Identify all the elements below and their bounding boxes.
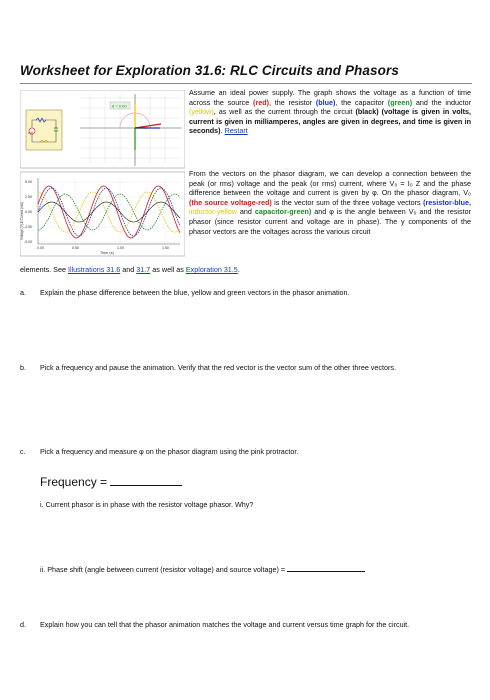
blue-label: (blue)	[315, 97, 336, 107]
x-tick: 0.50	[72, 246, 79, 250]
question-letter: a.	[20, 288, 26, 297]
worksheet-title: Worksheet for Exploration 31.6: RLC Circuits and Phasors	[20, 63, 399, 78]
x-tick: 1.00	[117, 246, 124, 250]
y-tick: 5.00	[25, 180, 32, 184]
source-label: v(t)	[28, 131, 34, 135]
exploration-31-5-link[interactable]: Exploration 31.5	[185, 265, 238, 274]
question-letter: c.	[20, 447, 26, 456]
resistor-label: (resistor-blue,	[423, 197, 472, 207]
question-letter: b.	[20, 363, 26, 372]
source-voltage-label: (the source voltage-red)	[189, 197, 272, 207]
phasor-text: From the vectors on the phasor diagram, we can develop a connection between the peak (or rms) voltage and the peak (or rms) current, where V₀ = I₀ Z and the phase difference between the voltage and current is given by φ. On the phasor diagram, V₀	[189, 169, 471, 198]
x-tick: 0.00	[37, 246, 44, 250]
y-tick: -2.50	[24, 225, 33, 229]
red-label: (red)	[253, 97, 269, 107]
question-text: Explain how you can tell that the phasor animation matches the voltage and current versus time graph for the circuit.	[40, 620, 410, 629]
simulation-figure	[20, 90, 185, 260]
inductor-label: inductor-yellow	[189, 207, 237, 217]
yellow-label: (yellow)	[189, 107, 214, 117]
question-text: Pick a frequency and measure φ on the phasor diagram using the pink protractor.	[40, 447, 299, 456]
intro-text: Assume an ideal power supply. The graph shows the voltage as a function of time across the source	[189, 88, 471, 107]
intro-text: and the inductor	[412, 97, 471, 107]
units-note: (black) (voltage is given in volts, current is given in milliamperes, angles are given in degrees, and time is given in seconds)	[189, 107, 471, 136]
illustration-31-7-link[interactable]: 31.7	[136, 265, 151, 274]
phasor-text: and	[236, 207, 255, 217]
phasor-angle-label: θ = 0.00	[112, 103, 127, 109]
intro-text: , as well as the current through the circuit	[213, 107, 356, 117]
title-rule	[20, 83, 472, 84]
question-c-i: i. Current phasor is in phase with the resistor voltage phasor. Why?	[40, 500, 254, 509]
x-tick: 1.50	[162, 246, 169, 250]
question-text: Explain the phase difference between the blue, yellow and green vectors in the phasor animation.	[40, 288, 350, 297]
question-letter: d.	[20, 620, 26, 629]
phasor-text: is the vector sum of the three voltage vectors	[271, 197, 424, 207]
y-axis-label: Voltage (V) & Current (mA)	[20, 201, 24, 240]
question-text: ii. Phase shift (angle between current (resistor voltage) and source voltage) =	[40, 565, 286, 574]
intro-paragraph	[189, 88, 471, 136]
phasor-text: and φ is the angle between V₀ and the resistor phasor (since resistor current and voltage are in phase). The y components of the phasor vectors are the voltages across the various circuit	[189, 207, 471, 236]
references-line: elements. See Illustrations 31.6 and 31.7 as well as Exploration 31.5.	[20, 265, 240, 274]
x-axis-label: Time (s)	[100, 251, 114, 255]
phase-shift-answer-blank[interactable]	[287, 563, 365, 572]
frequency-label: Frequency =	[40, 475, 108, 489]
y-tick: -5.00	[24, 240, 33, 244]
intro-text: , the resistor	[268, 97, 316, 107]
restart-link[interactable]: Restart	[224, 126, 248, 136]
y-tick: 2.50	[25, 195, 32, 199]
intro-text: .	[220, 126, 225, 136]
question-c-ii	[40, 563, 480, 575]
frequency-answer-blank[interactable]	[110, 473, 182, 486]
illustration-31-6-link[interactable]: Illustrations 31.6	[67, 265, 121, 274]
question-text: Pick a frequency and pause the animation. Verify that the red vector is the vector sum of the other three vectors.	[40, 363, 396, 372]
green-label: (green)	[387, 97, 413, 107]
y-tick: 0.00	[25, 210, 32, 214]
intro-text: , the capacitor	[335, 97, 388, 107]
capacitor-label: capacitor-green)	[254, 207, 312, 217]
phasor-paragraph	[189, 169, 471, 236]
frequency-line	[40, 473, 182, 489]
